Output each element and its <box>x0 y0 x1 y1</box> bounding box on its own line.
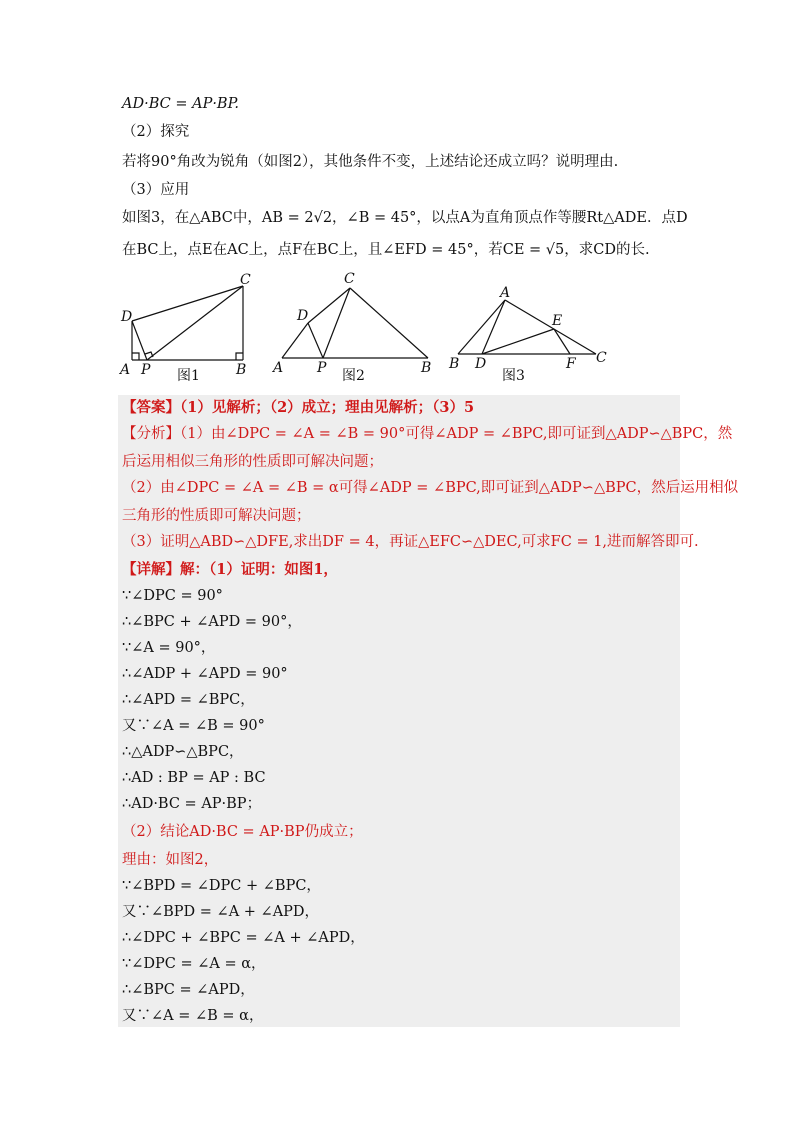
fig3-label-A: A <box>500 285 511 301</box>
fig1-label-A: A <box>120 362 131 378</box>
fig1-label-C: C <box>240 272 251 288</box>
question-line-2: （2）探究 <box>122 124 190 140</box>
fig3-segment-EF <box>554 329 570 354</box>
fig3-caption: 图3 <box>502 368 525 384</box>
proof-line: （2）结论AD·BC = AP·BP仍成立； <box>122 824 363 840</box>
fig3-label-F: F <box>566 356 576 372</box>
proof-line: ∵∠DPC = ∠A = α， <box>122 956 266 972</box>
fig1-caption: 图1 <box>177 368 200 384</box>
proof-line: 理由：如图2， <box>122 852 219 868</box>
fig3-label-D: D <box>475 356 487 372</box>
proof-line: 又∵∠BPD = ∠A + ∠APD， <box>122 904 320 920</box>
fig2-label-B: B <box>421 360 432 376</box>
answer-line: 【答案】（1）见解析；（2）成立；理由见解析；（3）5 <box>122 399 475 416</box>
fig3-label-C: C <box>596 350 607 366</box>
fig2-label-A: A <box>273 360 284 376</box>
question-line-6: 在BC上，点E在AC上，点F在BC上，且∠EFD = 45°，若CE = √5，求CD的长. <box>122 242 650 258</box>
proof-line: ∴∠BPC + ∠APD = 90°， <box>122 614 302 630</box>
proof-line: ∵∠BPD = ∠DPC + ∠BPC， <box>122 878 321 894</box>
proof-line: ∴∠BPC = ∠APD， <box>122 982 255 998</box>
analysis-line-1: 【分析】（1）由∠DPC = ∠A = ∠B = 90°可得∠ADP = ∠BPC,即可证到△ADP∽△BPC，然 <box>122 426 733 442</box>
analysis-line-4: 三角形的性质即可解决问题； <box>122 508 311 524</box>
figure-1 <box>132 286 243 360</box>
detail-heading: 【详解】解：（1）证明：如图1， <box>122 561 338 578</box>
question-line-3: 若将90°角改为锐角（如图2），其他条件不变，上述结论还成立吗？说明理由. <box>122 154 619 170</box>
proof-line: ∵∠A = 90°， <box>122 640 216 656</box>
fig2-label-D: D <box>297 308 309 324</box>
question-line-4: （3）应用 <box>122 182 190 198</box>
question-line-5: 如图3，在△ABC中，AB = 2√2，∠B = 45°，以点A为直角顶点作等腰Rt△ADE．点D <box>122 210 688 226</box>
fig1-label-B: B <box>236 362 247 378</box>
fig2-label-C: C <box>344 271 355 287</box>
fig3-segment-AC <box>505 300 596 354</box>
figure-3 <box>458 300 596 354</box>
fig1-segment-DC <box>132 286 243 321</box>
proof-line: ∴∠APD = ∠BPC， <box>122 692 255 708</box>
fig3-label-E: E <box>552 313 563 329</box>
proof-line: ∵∠DPC = 90° <box>122 588 223 604</box>
fig3-segment-AD <box>482 300 505 354</box>
fig2-caption: 图2 <box>342 368 365 384</box>
fig2-segment-AD <box>282 323 308 358</box>
fig1-right-angle-B <box>236 353 243 360</box>
proof-line: ∴△ADP∽△BPC， <box>122 744 244 760</box>
proof-line: ∴∠ADP + ∠APD = 90° <box>122 666 288 682</box>
question-line-1: AD·BC = AP·BP. <box>122 96 240 112</box>
fig2-label-P: P <box>317 360 327 376</box>
geometry-figures <box>110 268 630 393</box>
fig1-right-angle-A <box>132 353 139 360</box>
proof-line: 又∵∠A = ∠B = α， <box>122 1008 264 1024</box>
fig1-segment-PC <box>147 286 243 360</box>
proof-line: 又∵∠A = ∠B = 90° <box>122 718 265 734</box>
proof-line: ∴∠DPC + ∠BPC = ∠A + ∠APD， <box>122 930 365 946</box>
fig2-segment-DP <box>308 323 323 358</box>
fig2-segment-BC <box>350 288 428 358</box>
fig3-label-B: B <box>449 356 460 372</box>
analysis-line-2: 后运用相似三角形的性质即可解决问题； <box>122 454 383 470</box>
fig1-label-P: P <box>141 362 151 378</box>
fig3-segment-DE <box>482 329 554 354</box>
fig1-label-D: D <box>121 309 133 325</box>
proof-line: ∴AD·BC = AP·BP； <box>122 796 262 812</box>
analysis-line-5: （3）证明△ABD∽△DFE,求出DF = 4，再证△EFC∽△DEC,可求FC = 1,进而解答即可. <box>122 534 699 550</box>
proof-line: ∴AD : BP = AP : BC <box>122 770 266 786</box>
analysis-line-3: （2）由∠DPC = ∠A = ∠B = α可得∠ADP = ∠BPC,即可证到△ADP∽△BPC，然后运用相似 <box>122 480 739 496</box>
fig3-segment-AB <box>458 300 505 354</box>
